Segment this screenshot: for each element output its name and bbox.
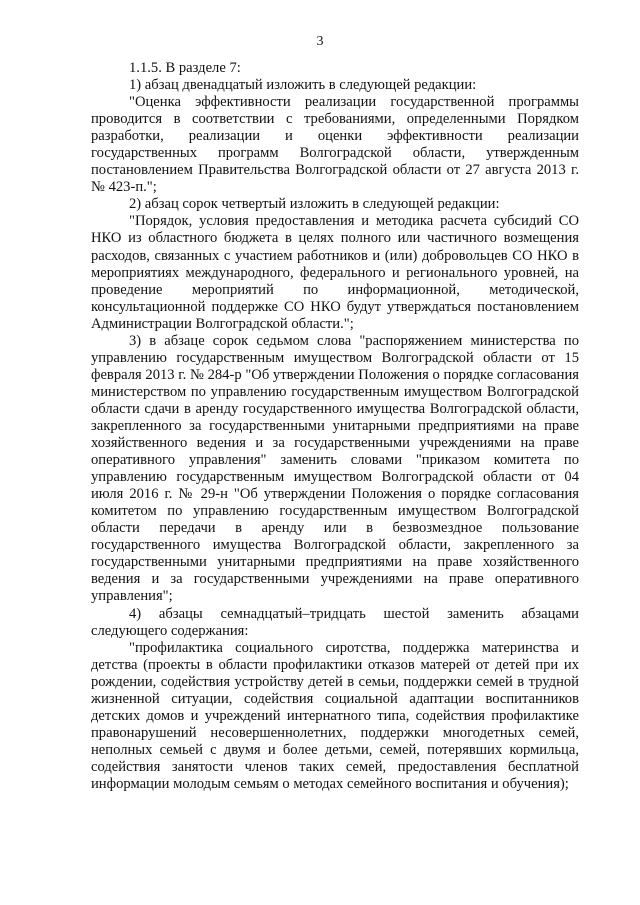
paragraph-item-1: 1) абзац двенадцатый изложить в следующей редакции:	[129, 77, 477, 94]
quoted-text-evaluation: "Оценка эффективности реализации государственной программы проводится в соответствии с требованиями, определенными Порядком разработки, реализации и оценки эффективности реализации государственных программ Волгоградской области, утвержденным постановлением Правительства Волгоградской области от 27 августа 2013 г. № 423-п.";	[91, 94, 579, 196]
paragraph-item-2: 2) абзац сорок четвертый изложить в следующей редакции:	[129, 196, 500, 213]
paragraph-item-4: 4) абзацы семнадцатый–тридцать шестой заменить абзацами следующего содержания:	[91, 605, 579, 639]
section-heading: 1.1.5. В разделе 7:	[129, 60, 241, 76]
page-number: 3	[316, 34, 324, 49]
quoted-text-subsidies: "Порядок, условия предоставления и методика расчета субсидий СО НКО из областного бюджета в целях полного или частичного возмещения расходов, связанных с участием работников и (или) добровольцев СО НКО в мероприятиях международного, федерального и регионального уровней, на проведение мероприятий по информационной, методической, консультационной поддержке СО НКО будут утверждаться постановлением Администрации Волгоградской области.";	[91, 213, 579, 332]
quoted-text-orphanhood: "профилактика социального сиротства, поддержка материнства и детства (проекты в области профилактики отказов матерей от детей при их рождении, содействия устройству детей в семьи, поддержки семей в трудной жизненной ситуации, содействия социальной адаптации воспитанников детских домов и учреждений интернатного типа, содействия профилактике правонарушений несовершеннолетних, поддержки многодетных семей, неполных семьей с двумя и более детьми, семей, потерявших кормильца, содействия занятости членов таких семей, предоставления бесплатной информации молодым семьям о методах семейного воспитания и обучения);	[91, 639, 579, 792]
paragraph-item-3: 3) в абзаце сорок седьмом слова "распоряжением министерства по управлению государственным имуществом Волгоградской области от 15 февраля 2013 г. № 284-р "Об утверждении Положения о порядке согласования министерством по управлению государственным имуществом Волгоградской области сдачи в аренду государственного имущества Волгоградской области, закрепленного за государственными унитарными предприятиями на праве хозяйственного ведения и за государственными учреждениями на праве оперативного управления" заменить словами "приказом комитета по управлению государственным имуществом Волгоградской области от 04 июля 2016 г. № 29-н "Об утверждении Положения о порядке согласования комитетом по управлению государственным имуществом Волгоградской области передачи в аренду или в безвозмездное пользование государственного имущества Волгоградской области, закрепленного за государственными унитарными предприятиями на праве хозяйственного ведения и за государственными учреждениями на праве оперативного управления";	[91, 332, 579, 605]
document-body	[91, 60, 579, 793]
